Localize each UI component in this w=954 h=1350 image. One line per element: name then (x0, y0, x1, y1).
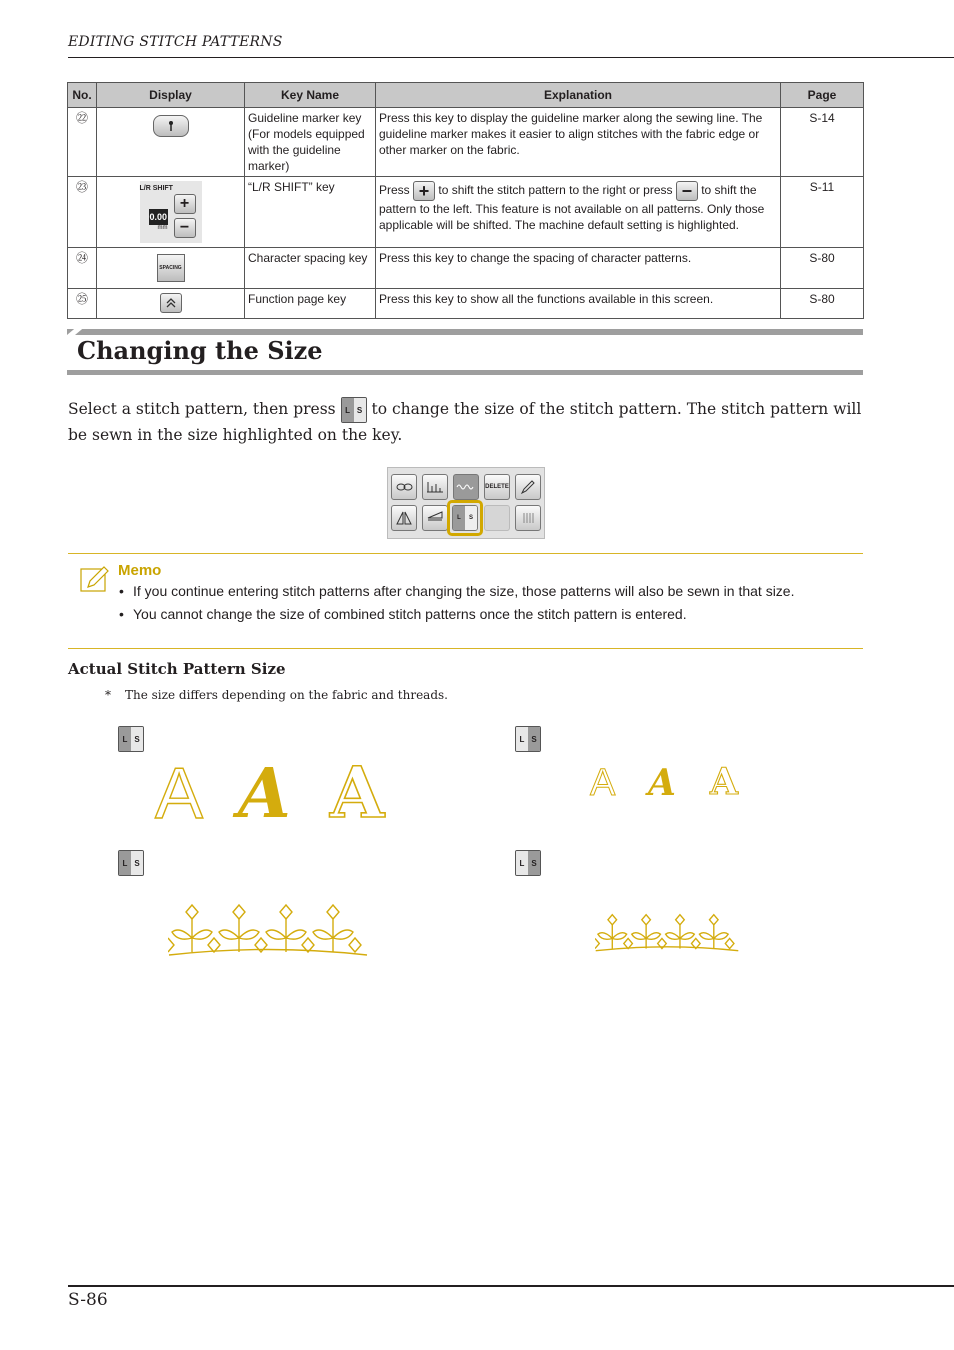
row-display (97, 177, 245, 248)
size-s: S (528, 851, 540, 875)
minus-icon: − (676, 181, 698, 201)
section-bar-bottom (67, 370, 863, 375)
row-no: ㉒ (68, 108, 97, 177)
plus-icon: + (413, 181, 435, 201)
row-page: S-80 (781, 289, 864, 319)
letter-sample-large-3: A (330, 751, 385, 834)
size-s: S (354, 398, 366, 422)
mirror-vertical-icon (395, 510, 413, 526)
header-rule (68, 57, 954, 58)
size-l: L (453, 506, 465, 530)
memo-list (118, 582, 863, 628)
size-key-small-left (515, 726, 541, 752)
col-no: No. (68, 83, 97, 108)
row-key-name: “L/R SHIFT” key (245, 177, 376, 248)
spacing-key: SPACING (157, 254, 185, 282)
lr-shift-display (140, 181, 202, 243)
panel-key-mirror-h[interactable] (422, 505, 448, 531)
exp-mid: to shift the stitch pattern to the right or press (438, 183, 673, 198)
chain-stitch-icon (456, 483, 476, 491)
row-key-name: Function page key (245, 289, 376, 319)
size-s: S (528, 727, 540, 751)
memo-rule-bottom (68, 648, 863, 649)
panel-key-1[interactable] (391, 474, 417, 500)
plus-icon: + (174, 194, 196, 214)
table-row (68, 289, 864, 319)
pencil-icon (520, 479, 536, 495)
mirror-horizontal-icon (426, 510, 444, 526)
row-display (97, 289, 245, 319)
row-page: S-11 (781, 177, 864, 248)
row-page: S-14 (781, 108, 864, 177)
letter-sample-small-3: A (710, 761, 738, 803)
key-table (67, 82, 864, 319)
table-header-row (68, 83, 864, 108)
panel-key-blank (484, 505, 510, 531)
memo-rule-top (68, 553, 863, 554)
lr-shift-value: 0.00 (149, 209, 169, 225)
guideline-marker-key (153, 115, 189, 137)
panel-key-density[interactable] (515, 505, 541, 531)
border-stitch-small (595, 911, 739, 953)
size-s: S (131, 851, 143, 875)
section-body (68, 397, 868, 448)
row-no: ㉔ (68, 248, 97, 289)
marker-pin-icon (164, 119, 178, 133)
double-chevron-up-icon (165, 297, 177, 309)
note-mark: * (105, 688, 111, 702)
row-explanation: Press this key to display the guideline marker along the sewing line. The guideline marker makes it easier to align stitches with the fabric edge or other marker on the fabric. (376, 108, 781, 177)
note-text: The size differs depending on the fabric and threads. (125, 688, 448, 702)
key-panel (387, 467, 545, 539)
body-text-after: to change the size of the stitch pattern. The stitch pattern will be sewn in the size highlighted on the key. (68, 400, 862, 444)
col-display: Display (97, 83, 245, 108)
page-number: S-86 (68, 1290, 108, 1310)
exp-press: Press (379, 183, 410, 198)
panel-key-mirror-v[interactable] (391, 505, 417, 531)
function-page-key (160, 293, 182, 313)
row-explanation (376, 177, 781, 248)
size-note (105, 688, 462, 702)
size-l: L (119, 727, 131, 751)
minus-icon: − (174, 218, 196, 238)
row-display (97, 248, 245, 289)
delete-key[interactable]: DELETE (484, 474, 510, 500)
panel-key-3[interactable] (453, 474, 479, 500)
size-l: L (342, 398, 354, 422)
size-key-large-left (118, 726, 144, 752)
stitch-sample-icon (426, 480, 444, 494)
panel-key-2[interactable] (422, 474, 448, 500)
memo-title: Memo (118, 562, 162, 579)
size-s: S (465, 506, 477, 530)
lr-shift-label: L/R SHIFT (139, 185, 173, 192)
size-s: S (131, 727, 143, 751)
footer-rule (68, 1285, 954, 1287)
letter-sample-small-2: A (648, 762, 676, 804)
table-row (68, 248, 864, 289)
row-explanation: Press this key to show all the functions available in this screen. (376, 289, 781, 319)
density-icon (520, 511, 536, 525)
section-title: Changing the Size (77, 336, 323, 365)
row-display (97, 108, 245, 177)
running-header: EDITING STITCH PATTERNS (68, 34, 283, 50)
col-key-name: Key Name (245, 83, 376, 108)
subsection-title: Actual Stitch Pattern Size (68, 660, 286, 678)
panel-key-edit[interactable] (515, 474, 541, 500)
letter-sample-large-1: A (155, 754, 204, 834)
col-explanation: Explanation (376, 83, 781, 108)
body-text-before: Select a stitch pattern, then press (68, 400, 336, 418)
letter-sample-large-2: A (238, 754, 291, 834)
size-l: L (119, 851, 131, 875)
row-no: ㉕ (68, 289, 97, 319)
col-page: Page (781, 83, 864, 108)
section-bar-top (67, 329, 863, 335)
size-key-large-border (118, 850, 144, 876)
table-row (68, 177, 864, 248)
row-no: ㉓ (68, 177, 97, 248)
size-l: L (516, 727, 528, 751)
needle-thread-icon (395, 482, 413, 492)
table-row (68, 108, 864, 177)
row-explanation: Press this key to change the spacing of character patterns. (376, 248, 781, 289)
size-key[interactable] (452, 505, 478, 531)
row-key-name: Character spacing key (245, 248, 376, 289)
letter-sample-small-1: A (590, 762, 616, 804)
row-key-name: Guideline marker key (For models equipped with the guideline marker) (245, 108, 376, 177)
size-l: L (516, 851, 528, 875)
exp-end: to shift the pattern to the left. This feature is not available on all patterns. Only those applicable will be shifted. The machine default setting is highlighted. (379, 183, 765, 232)
memo-item: • You cannot change the size of combined stitch patterns once the stitch pattern is entered. (118, 605, 863, 623)
memo-item: • If you continue entering stitch patterns after changing the size, those patterns will also be sewn in that size. (118, 582, 863, 600)
memo-pencil-icon (80, 565, 110, 593)
size-key-small-border (515, 850, 541, 876)
border-stitch-large (168, 900, 368, 958)
row-page: S-80 (781, 248, 864, 289)
size-key-icon (341, 397, 367, 423)
lr-shift-unit: mm (157, 225, 168, 231)
